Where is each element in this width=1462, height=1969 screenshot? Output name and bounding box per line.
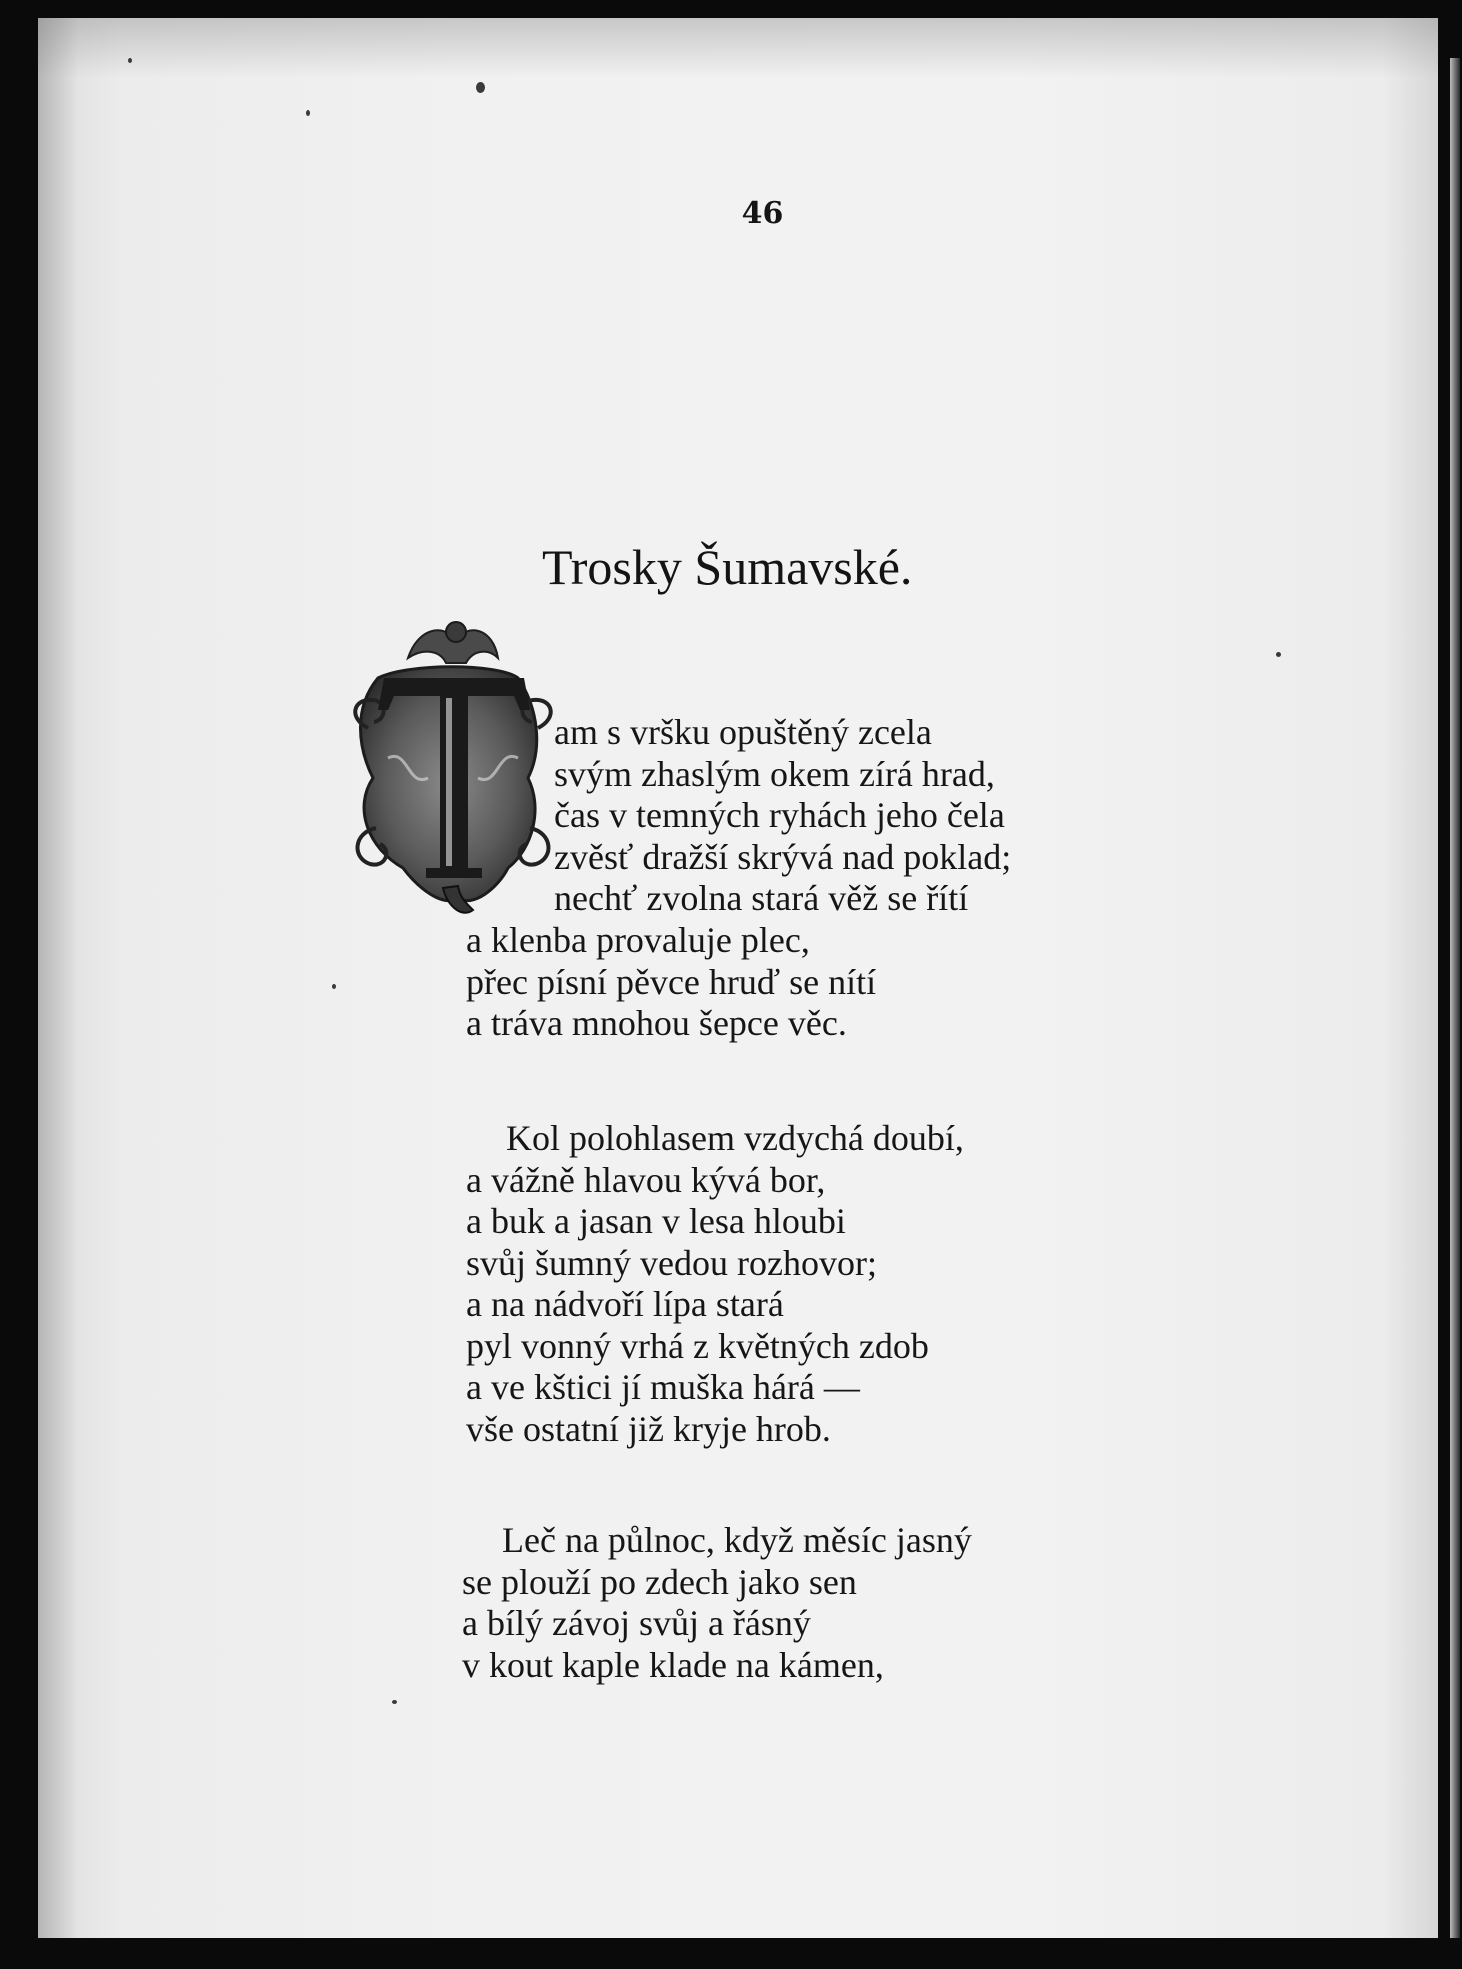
poem-line: a ve kštici jí muška hárá — — [466, 1367, 860, 1407]
poem-line: svůj šumný vedou rozhovor; — [466, 1242, 877, 1283]
poem-line: v kout kaple klade na kámen, — [462, 1644, 884, 1685]
page-left-shadow — [38, 18, 78, 1938]
poem-line: a klenba provaluje plec, — [466, 920, 810, 960]
poem-line: nechť zvolna stará věž se řítí — [554, 878, 969, 918]
ornamental-dropcap — [348, 618, 558, 918]
poem-line: Leč na půlnoc, když měsíc jasný — [502, 1520, 972, 1560]
poem-line: a vážně hlavou kývá bor, — [466, 1159, 826, 1200]
stanza-1-lines — [466, 920, 876, 1045]
scan-speck — [128, 58, 132, 63]
page-number: 46 — [741, 196, 784, 231]
poem-line: se plouží po zdech jako sen — [462, 1561, 857, 1602]
scan-speck — [476, 82, 485, 93]
poem-line: Kol polohlasem vzdychá doubí, — [506, 1118, 964, 1158]
poem-line: vše ostatní již kryje hrob. — [466, 1408, 831, 1449]
poem-line: a tráva mnohou šepce věc. — [466, 1003, 847, 1043]
poem-title: Trosky Šumavské. — [542, 539, 913, 595]
poem-line: a na nádvoří lípa stará — [466, 1284, 784, 1324]
poem-line: čas v temných ryhách jeho čela — [554, 795, 1005, 835]
page-top-shadow — [38, 18, 1438, 78]
scan-speck — [392, 1700, 397, 1704]
stanza-2 — [466, 1118, 964, 1450]
poem-line: a bílý závoj svůj a řásný — [462, 1603, 811, 1643]
stanza-1-dropcap-lines — [554, 712, 1011, 920]
stanza-3 — [462, 1520, 972, 1686]
poem-line: am s vršku opuštěný zcela — [554, 712, 932, 752]
poem-line: zvěsť dražší skrývá nad poklad; — [554, 836, 1012, 877]
poem-line: pyl vonný vrhá z květných zdob — [466, 1325, 929, 1366]
scan-speck — [332, 984, 336, 989]
page-right-edge — [1450, 58, 1460, 1938]
scan-speck — [1276, 652, 1281, 657]
poem-line: a buk a jasan v lesa hloubi — [466, 1201, 846, 1241]
poem-line: přec písní pěvce hruď se nítí — [466, 961, 877, 1002]
scan-speck — [306, 110, 310, 116]
poem-line: svým zhaslým okem zírá hrad, — [554, 753, 995, 794]
